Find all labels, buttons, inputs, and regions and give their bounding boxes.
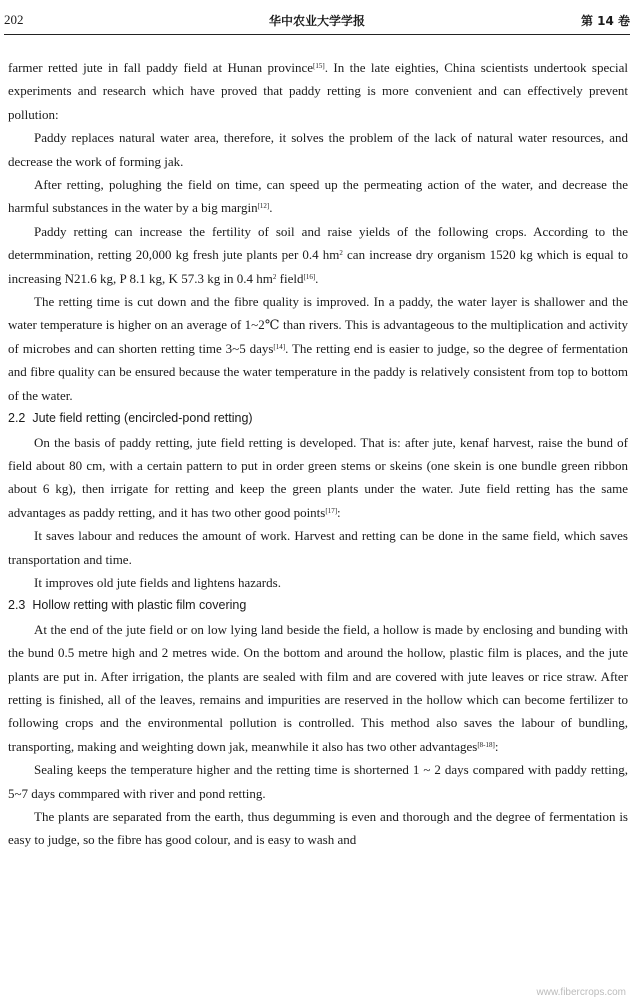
paragraph <box>8 618 628 758</box>
volume-label: 第 14 卷 <box>580 14 630 28</box>
text-run: can increase dry organism 1520 kg which is equal to increasing N21.6 kg, P 8.1 kg, K 57.3 kg in 0.4 hm <box>8 247 628 286</box>
article-body <box>8 56 628 852</box>
text-run: : <box>494 738 499 754</box>
text-run: On the basis of paddy retting, jute field retting is developed. That is: after jute, kenaf harvest, raise the bund of field about 80 cm, with a certain pattern to put in order green stems or skeins (one skein is one bundle green ribbon about 6 kg), then irrigate for retting and keep the green plants under the water. Jute field retting has the same advantages as paddy retting, and it has two other good points <box>8 434 628 520</box>
paragraph <box>8 220 628 290</box>
text-run: After retting, polughing the field on time, can speed up the permeating action of the water, and decrease the harmful substances in the water by a big margin <box>8 177 628 216</box>
citation-superscript: [14] <box>273 342 286 351</box>
text-run: . In the late eighties, China scientists undertook special experiments and research which have proved that paddy retting is more convenient and can effectively prevent pollution: <box>8 60 628 122</box>
paragraph <box>8 56 628 126</box>
text-run: It saves labour and reduces the amount of work. Harvest and retting can be done in the same field, which saves transportation and time. <box>8 528 628 567</box>
section-title: Hollow retting with plastic film covering <box>32 598 247 613</box>
paragraph <box>8 173 628 220</box>
text-run: Paddy retting can increase the fertility of soil and raise yields of the following crops. According to the determmination, retting 20,000 kg fresh jute plants per 0.4 hm <box>8 223 628 263</box>
page-number: 202 <box>4 12 24 27</box>
text-run: : <box>337 504 341 520</box>
text-run: It improves old jute fields and lightens hazards. <box>34 574 281 590</box>
text-run: At the end of the jute field or on low lying land beside the field, a hollow is made by enclosing and bunding with the bund 0.5 metre high and 2 metres wide. On the bottom and around the hollow, plastic film is places, and the jute plants are put in. After irrigation, the plants are sealed with film and are covered with jute leaves or rice straw. After retting is finished, all of the leaves, remains and impurities are reserved in the hollow which can become fertilizer to following crops and the environmental pollution is controlled. This method also saves the labour of bundling, transporting, making and weighting down jak, meanwhile it also has two other advantages <box>8 621 628 754</box>
citation-superscript: [16] <box>303 272 316 281</box>
page-header <box>4 10 630 35</box>
paragraph <box>8 290 628 407</box>
citation-superscript: 2 <box>339 249 343 258</box>
paragraph <box>8 571 628 594</box>
journal-title: 华中农业大学学报 <box>268 14 365 28</box>
paragraph <box>8 431 628 525</box>
section-number: 2.2 <box>8 411 26 426</box>
citation-superscript: [15] <box>313 61 325 70</box>
text-run: field <box>276 270 304 286</box>
paragraph <box>8 126 628 173</box>
section-heading <box>8 407 628 430</box>
text-run: farmer retted jute in fall paddy field at Hunan province <box>8 60 314 75</box>
paragraph <box>8 805 628 852</box>
paragraph <box>8 524 628 571</box>
section-number: 2.3 <box>8 598 26 613</box>
citation-superscript: 2 <box>272 272 277 281</box>
text-run: . <box>269 200 273 216</box>
citation-superscript: [12] <box>257 202 270 211</box>
watermark: www.fibercrops.com <box>536 987 626 998</box>
text-run: The plants are separated from the earth, thus degumming is even and thorough and the degree of fermentation is easy to judge, so the fibre has good colour, and is easy to wash and <box>8 809 628 848</box>
citation-superscript: [8-18] <box>477 740 495 749</box>
text-run: Sealing keeps the temperature higher and the retting time is shorterned 1 ~ 2 days compared with paddy retting, 5~7 days commpared with river and pond retting. <box>8 762 628 801</box>
text-run: . <box>315 270 319 286</box>
text-run: Paddy replaces natural water area, therefore, it solves the problem of the lack of natural water resources, and decrease the work of forming jak. <box>8 130 628 169</box>
citation-superscript: [17] <box>325 506 338 515</box>
text-run: . The retting end is easier to judge, so the degree of fermentation and fibre quality can be ensured because the water temperature in the paddy is relatively consistent from top to bottom of the water. <box>8 340 628 403</box>
paragraph <box>8 758 628 805</box>
section-title: Jute field retting (encircled-pond retting) <box>32 411 253 426</box>
section-heading <box>8 594 628 617</box>
text-run: The retting time is cut down and the fibre quality is improved. In a paddy, the water layer is shallower and the water temperature is higher on an average of 1~2℃ than rivers. This is advantageous to the multiplication and activity of microbes and can shorten retting time 3~5 days <box>8 294 628 356</box>
